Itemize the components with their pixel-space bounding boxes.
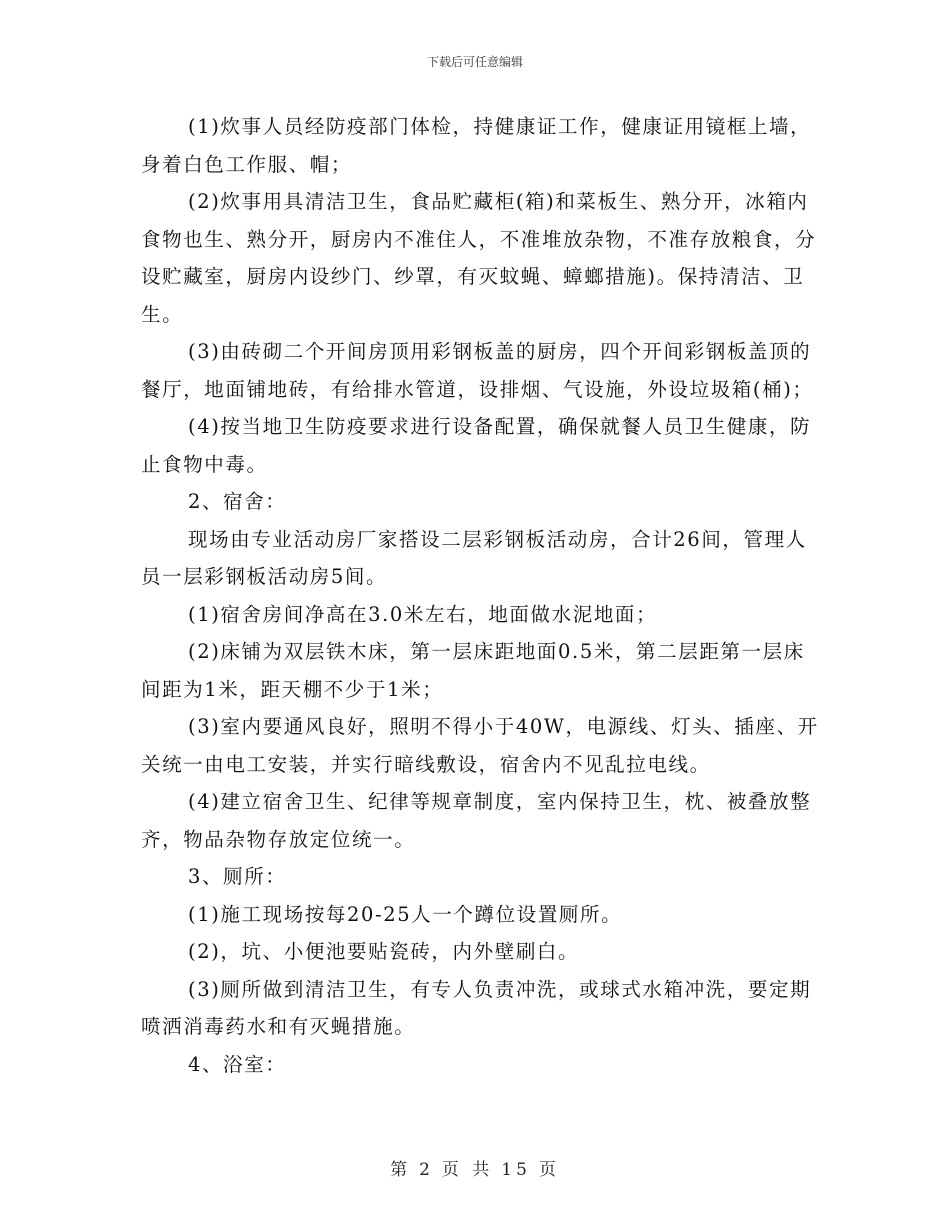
paragraph: 现场由专业活动房厂家搭设二层彩钢板活动房，合计26间，管理人员一层彩钢板活动房5间。 xyxy=(141,527,807,588)
paragraph: (1)宿舍房间净高在3.0米左右，地面做水泥地面； xyxy=(188,602,658,626)
page-total: 15 xyxy=(501,1160,531,1180)
paragraph: (4)按当地卫生防疫要求进行设备配置，确保就餐人员卫生健康，防止食物中毒。 xyxy=(141,415,812,476)
paragraph: (2)，坑、小便池要贴瓷砖，内外壁刷白。 xyxy=(188,940,580,963)
page-header: 下载后可任意编辑 xyxy=(426,55,523,69)
page-footer xyxy=(0,1155,950,1180)
paragraph: (1)施工现场按每20-25人一个蹲位设置厕所。 xyxy=(188,902,623,926)
paragraph: (3)由砖砌二个开间房顶用彩钢板盖的厨房，四个开间彩钢板盖顶的餐厅，地面铺地砖，有给排水管道，设排烟、气设施，外设垃圾箱(桶)； xyxy=(141,340,814,401)
paragraph: (1)炊事人员经防疫部门体检，持健康证工作，健康证用镜框上墙，身着白色工作服、帽； xyxy=(141,115,812,176)
document-body xyxy=(141,108,821,1083)
section-heading: 3、厕所： xyxy=(188,865,287,888)
footer-suffix: 页 xyxy=(538,1160,560,1180)
paragraph: (2)炊事用具清洁卫生，食品贮藏柜(箱)和菜板生、熟分开，冰箱内食物也生、熟分开，厨房内不准住人，不准堆放杂物，不准存放粮食，分设贮藏室，厨房内设纱门、纱罩，有灭蚊蝇、蟑螂措施)。保持清洁、卫生。 xyxy=(141,190,817,326)
section-heading: 4、浴室： xyxy=(188,1052,287,1076)
footer-prefix: 第 xyxy=(390,1160,412,1180)
page-number: 2 xyxy=(419,1160,434,1180)
paragraph: (2)床铺为双层铁木床，第一层床距地面0.5米，第二层距第一层床间距为1米，距天棚不少于1米； xyxy=(141,640,805,701)
paragraph: (3)厕所做到清洁卫生，有专人负责冲洗，或球式水箱冲洗，要定期喷洒消毒药水和有灭蝇措施。 xyxy=(141,977,812,1038)
footer-middle: 页 共 xyxy=(441,1160,494,1180)
paragraph: (3)室内要通风良好，照明不得小于40W，电源线、灯头、插座、开关统一由电工安装，并实行暗线敷设，宿舍内不见乱拉电线。 xyxy=(141,715,819,776)
paragraph: (4)建立宿舍卫生、纪律等规章制度，室内保持卫生，枕、被叠放整齐，物品杂物存放定位统一。 xyxy=(141,790,812,851)
section-heading: 2、宿舍： xyxy=(188,490,287,513)
